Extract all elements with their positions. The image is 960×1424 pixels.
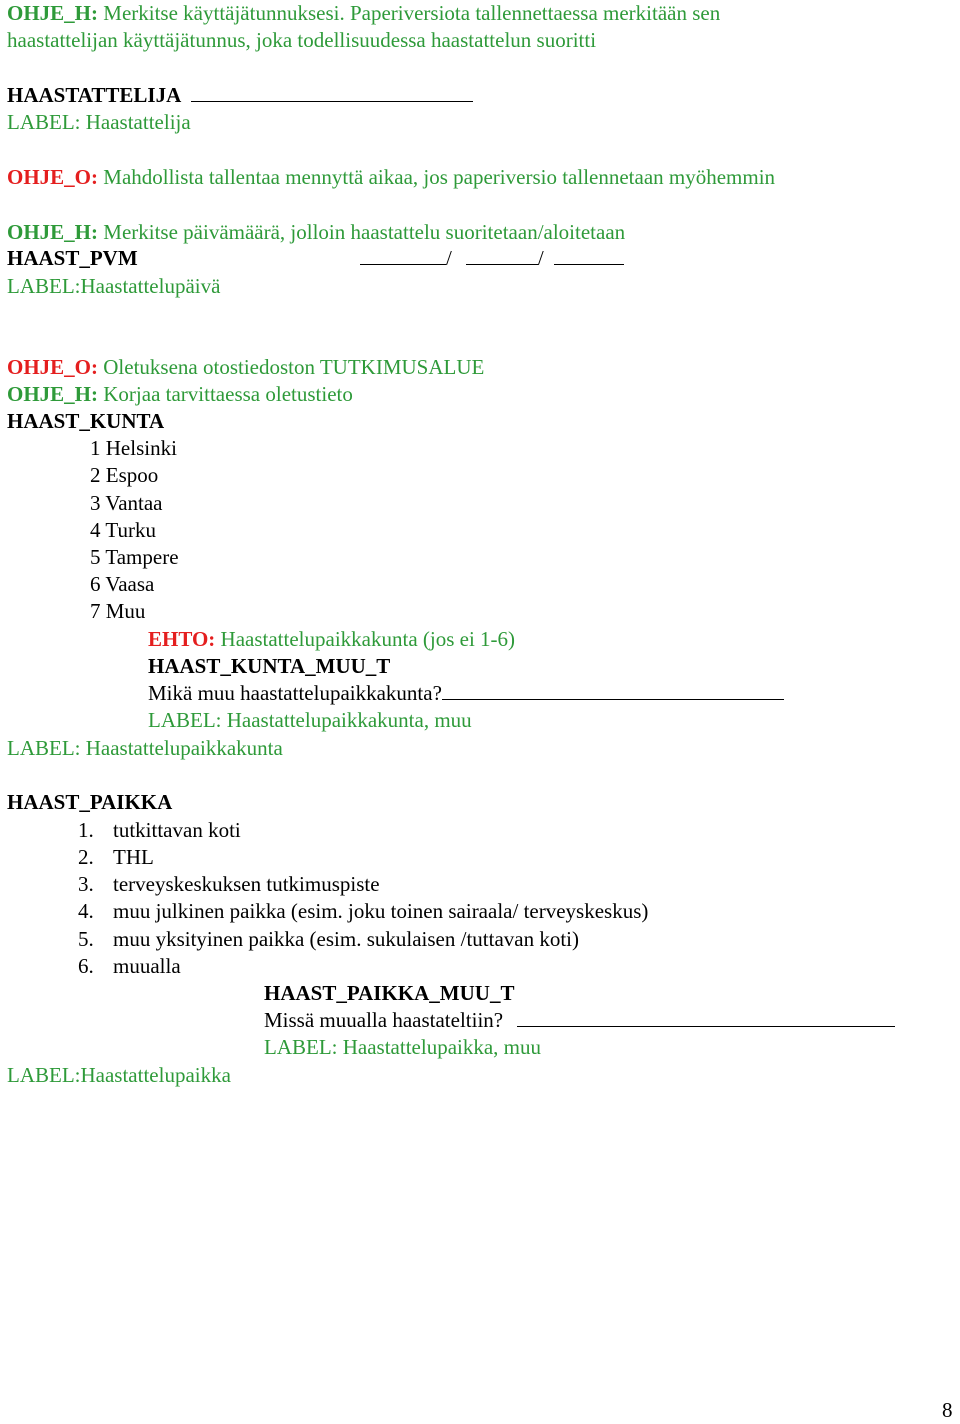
option-label: terveyskeskuksen tutkimuspiste <box>113 872 380 896</box>
answer-field-haastattelija[interactable] <box>191 83 473 102</box>
ohje-o-line <box>7 164 775 191</box>
answer-field-muu-kunta[interactable] <box>442 681 784 700</box>
option-number: 4. <box>78 899 94 923</box>
instruction-line <box>7 0 720 27</box>
variable-haastattelija <box>7 82 473 109</box>
ohje-o-line <box>7 354 484 381</box>
date-field <box>360 245 624 272</box>
kunta-option[interactable]: 1 Helsinki <box>90 436 177 460</box>
kunta-option[interactable]: 2 Espoo <box>90 463 159 487</box>
ohje-h-date-line <box>7 219 625 246</box>
question-muu-paikka <box>264 1007 895 1034</box>
variable-name: HAASTATTELIJA <box>7 83 181 107</box>
label-line: LABEL: Haastattelija <box>7 110 191 134</box>
answer-field-muu-paikka[interactable] <box>517 1008 895 1027</box>
ohje-h-text: Korjaa tarvittaessa oletustieto <box>98 382 353 406</box>
date-year-field[interactable] <box>554 246 624 265</box>
paikka-option[interactable] <box>78 953 181 980</box>
ehto-prefix: EHTO: <box>148 627 216 651</box>
question-text: Missä muualla haastateltiin? <box>264 1008 504 1032</box>
date-day-field[interactable] <box>360 246 446 265</box>
paikka-option[interactable] <box>78 926 579 953</box>
option-number: 5. <box>78 927 94 951</box>
paikka-option[interactable] <box>78 898 648 925</box>
page-number: 8 <box>942 1398 953 1422</box>
ehto-text: Haastattelupaikkakunta (jos ei 1-6) <box>215 627 516 651</box>
variable-haast-paikka-muu-t: HAAST_PAIKKA_MUU_T <box>264 981 515 1005</box>
option-label: tutkittavan koti <box>113 818 241 842</box>
variable-haast-kunta: HAAST_KUNTA <box>7 409 165 433</box>
instruction-continuation: haastattelijan käyttäjätunnus, joka todellisuudessa haastattelun suoritti <box>7 28 597 52</box>
paikka-option[interactable] <box>78 871 380 898</box>
date-month-field[interactable] <box>466 246 538 265</box>
instruction-text: Merkitse käyttäjätunnuksesi. Paperiversiota tallennettaessa merkitään sen <box>98 1 721 25</box>
option-label: muu yksityinen paikka (esim. sukulaisen /tuttavan koti) <box>113 927 580 951</box>
ohje-h-text: Merkitse päivämäärä, jolloin haastattelu suoritetaan/aloitetaan <box>98 220 626 244</box>
question-text: Mikä muu haastattelupaikkakunta? <box>148 681 442 705</box>
ohje-o-prefix: OHJE_O: <box>7 165 99 189</box>
option-number: 6. <box>78 954 94 978</box>
question-muu-kunta <box>148 680 784 707</box>
variable-haast-paikka: HAAST_PAIKKA <box>7 790 173 814</box>
label-line: LABEL: Haastattelupaikka, muu <box>264 1035 542 1059</box>
date-separator: / <box>446 246 452 270</box>
ohje-o-text: Mahdollista tallentaa mennyttä aikaa, jos paperiversio tallennetaan myöhemmin <box>98 165 776 189</box>
label-line: LABEL: Haastattelupaikkakunta, muu <box>148 708 472 732</box>
option-number: 2. <box>78 845 94 869</box>
ehto-line <box>148 626 515 653</box>
label-line: LABEL: Haastattelupaikkakunta <box>7 736 283 760</box>
paikka-option[interactable] <box>78 844 154 871</box>
kunta-option[interactable]: 5 Tampere <box>90 545 179 569</box>
ohje-o-text: Oletuksena otostiedoston TUTKIMUSALUE <box>98 355 485 379</box>
ohje-o-prefix: OHJE_O: <box>7 355 99 379</box>
label-line: LABEL:Haastattelupaikka <box>7 1063 231 1087</box>
variable-name: HAAST_PVM <box>7 246 138 270</box>
instruction-prefix: OHJE_H: <box>7 1 99 25</box>
date-separator: / <box>537 246 544 270</box>
option-number: 1. <box>78 818 94 842</box>
option-label: muu julkinen paikka (esim. joku toinen sairaala/ terveyskeskus) <box>113 899 649 923</box>
option-label: muualla <box>113 954 181 978</box>
paikka-option[interactable] <box>78 817 241 844</box>
kunta-option[interactable]: 4 Turku <box>90 518 156 542</box>
variable-haast-pvm <box>7 245 138 272</box>
kunta-option[interactable]: 3 Vantaa <box>90 491 163 515</box>
option-number: 3. <box>78 872 94 896</box>
ohje-h-prefix: OHJE_H: <box>7 220 99 244</box>
ohje-h-line <box>7 381 353 408</box>
kunta-option[interactable]: 6 Vaasa <box>90 572 155 596</box>
kunta-option[interactable]: 7 Muu <box>90 599 146 623</box>
option-label: THL <box>113 845 154 869</box>
ohje-h-prefix: OHJE_H: <box>7 382 99 406</box>
label-line: LABEL:Haastattelupäivä <box>7 274 221 298</box>
variable-haast-kunta-muu-t: HAAST_KUNTA_MUU_T <box>148 654 391 678</box>
